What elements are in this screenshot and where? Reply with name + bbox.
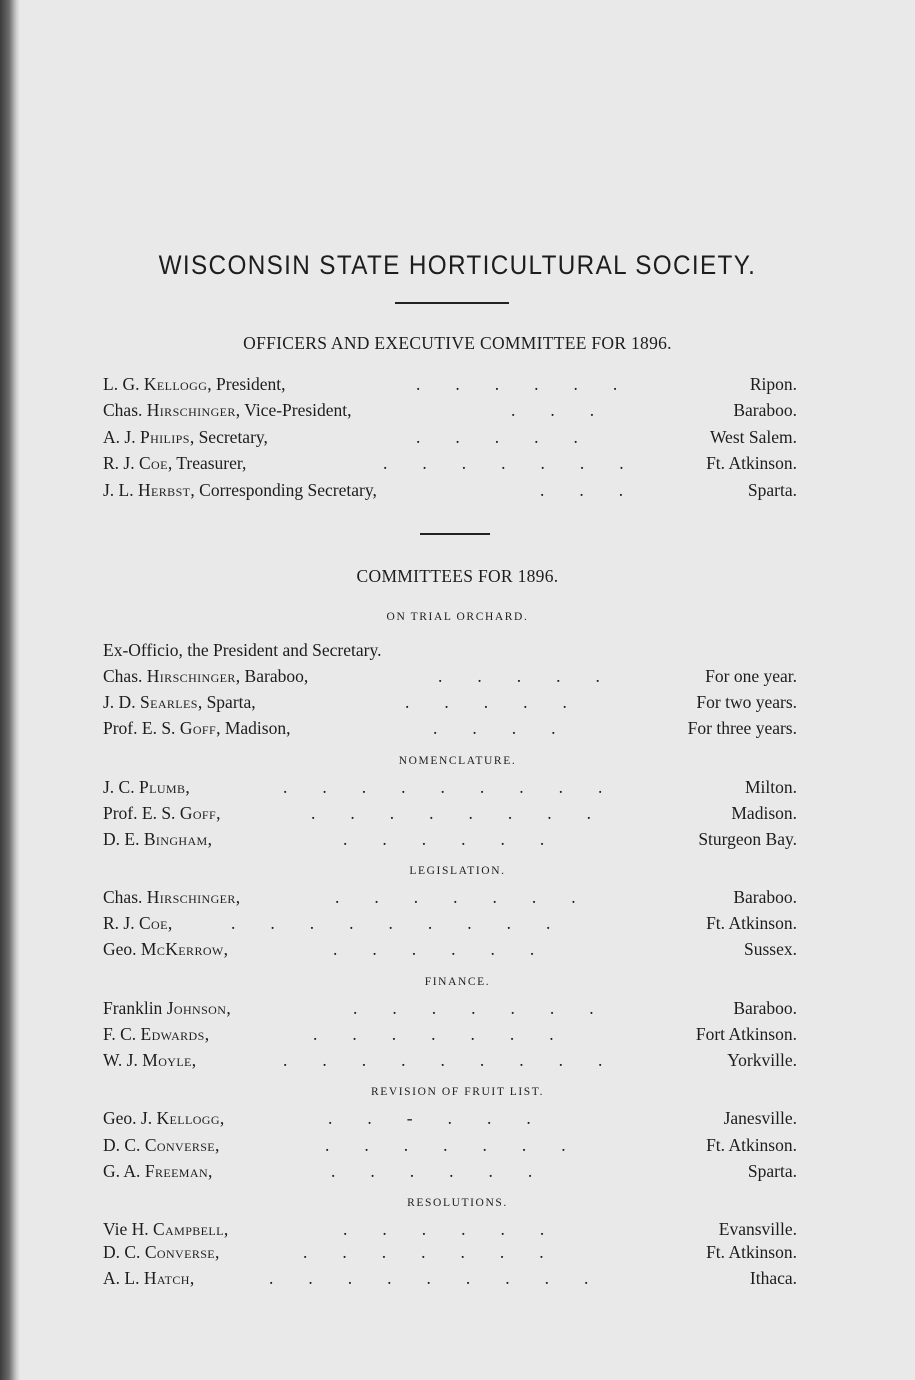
- member-name: [103, 911, 172, 935]
- role: , Secretary,: [189, 427, 268, 447]
- leader-dots: . . . . . . . . .: [283, 1050, 603, 1070]
- nomenclature-heading: NOMENCLATURE.: [398, 755, 517, 767]
- place: West Salem.: [709, 427, 797, 447]
- role: , Treasurer,: [167, 453, 247, 473]
- place: Ripon.: [749, 374, 797, 394]
- member-name: [103, 996, 231, 1020]
- surname: Hatch: [143, 1268, 190, 1288]
- surname: Hirschinger: [146, 887, 236, 907]
- surname: Goff: [179, 803, 217, 823]
- leader-dots: . . .: [540, 480, 624, 500]
- place: Janesville.: [723, 1108, 797, 1128]
- place: Ithaca.: [749, 1268, 797, 1288]
- committee-row: [103, 827, 797, 851]
- revision-heading: REVISION OF FRUIT LIST.: [370, 1086, 545, 1098]
- leader-dots: . . . . .: [416, 427, 578, 447]
- place: Evansville.: [718, 1219, 797, 1239]
- surname: Bingham: [143, 829, 208, 849]
- surname: Edwards: [140, 1024, 205, 1044]
- initials: D. E.: [103, 829, 140, 849]
- role: ,: [207, 829, 213, 849]
- surname: Philips: [139, 427, 190, 447]
- leader-dots: . . . . .: [405, 692, 567, 712]
- role: , Corresponding Secretary,: [190, 480, 377, 500]
- initials: Franklin: [103, 998, 163, 1018]
- role: ,: [223, 939, 229, 959]
- term: For one year.: [705, 666, 797, 686]
- place: Baraboo.: [733, 998, 797, 1018]
- place: Yorkville.: [727, 1050, 797, 1070]
- committee-row: [103, 1217, 797, 1241]
- initials: L. G.: [103, 374, 140, 394]
- initials: J. D.: [103, 692, 136, 712]
- surname: McKerrow: [140, 939, 224, 959]
- surname: Herbst: [138, 480, 191, 500]
- leader-dots: . . . . . .: [343, 829, 545, 849]
- member-name: [103, 1217, 228, 1241]
- role: , Vice-President,: [235, 400, 352, 420]
- initials: A. J.: [103, 427, 136, 447]
- role: ,: [216, 803, 221, 823]
- surname: Johnson: [166, 998, 227, 1018]
- resolutions-heading: RESOLUTIONS.: [407, 1197, 508, 1209]
- term: For two years.: [696, 692, 797, 712]
- place: Ft. Atkinson.: [706, 1242, 797, 1262]
- initials: J. C.: [103, 777, 135, 797]
- initials: D. C.: [103, 1242, 141, 1262]
- officers-heading: OFFICERS AND EXECUTIVE COMMITTEE FOR 1896.: [243, 333, 672, 353]
- place: Ft. Atkinson.: [706, 1135, 797, 1155]
- role: ,: [215, 1242, 220, 1262]
- initials: Geo. J.: [103, 1108, 153, 1128]
- officer-row: [103, 425, 797, 449]
- initials: Vie H.: [103, 1219, 149, 1239]
- role: ,: [204, 1024, 210, 1044]
- initials: Chas.: [103, 666, 143, 686]
- role: ,: [189, 1268, 195, 1288]
- place: Sussex.: [744, 939, 797, 959]
- leader-dots: . . . . . . . . .: [269, 1268, 589, 1288]
- officer-name: [103, 398, 352, 422]
- place: Madison.: [731, 803, 797, 823]
- committee-row: [103, 911, 797, 935]
- committee-row: [103, 716, 797, 740]
- initials: R. J.: [103, 453, 135, 473]
- section-rule: [420, 533, 490, 535]
- place: Baraboo.: [733, 400, 797, 420]
- officer-row: [103, 451, 797, 475]
- officer-row: [103, 478, 797, 502]
- leader-dots: . . . . . . . . .: [231, 913, 551, 933]
- surname: Coe: [138, 453, 168, 473]
- committee-row: [103, 1133, 797, 1157]
- leader-dots: . . .: [511, 400, 595, 420]
- role: ,: [226, 998, 231, 1018]
- surname: Plumb: [138, 777, 186, 797]
- member-name: [103, 1048, 196, 1072]
- member-name: [103, 1133, 219, 1157]
- committee-row: [103, 1240, 797, 1264]
- role: , Sparta,: [197, 692, 256, 712]
- surname: Campbell: [152, 1219, 224, 1239]
- leader-dots: . . . . . . .: [303, 1242, 544, 1262]
- place: Sparta.: [747, 480, 797, 500]
- committee-row: [103, 1022, 797, 1046]
- place: Milton.: [744, 777, 797, 797]
- committee-row: [103, 937, 797, 961]
- surname: Searles: [139, 692, 198, 712]
- surname: Hirschinger: [146, 666, 236, 686]
- surname: Converse: [144, 1242, 216, 1262]
- member-name: [103, 664, 308, 688]
- member-name: [103, 1266, 194, 1290]
- officer-name: [103, 451, 246, 475]
- surname: Kellogg: [143, 374, 208, 394]
- committee-row: [103, 1048, 797, 1072]
- role: ,: [167, 913, 173, 933]
- committee-row: [103, 996, 797, 1020]
- member-name: [103, 775, 190, 799]
- member-name: [103, 885, 240, 909]
- leader-dots: . . . . . .: [416, 374, 618, 394]
- page-title: WISCONSIN STATE HORTICULTURAL SOCIETY.: [158, 250, 757, 280]
- member-name: [103, 937, 228, 961]
- member-name: [103, 716, 290, 740]
- member-name: [103, 1240, 219, 1264]
- trial-orchard-heading: ON TRIAL ORCHARD.: [386, 611, 529, 623]
- surname: Hirschinger: [146, 400, 236, 420]
- leader-dots: . . . . . . .: [383, 453, 624, 473]
- finance-heading: FINANCE.: [424, 976, 491, 988]
- leader-dots: . . . . . .: [331, 1161, 533, 1181]
- role: ,: [208, 1161, 213, 1181]
- committee-row: [103, 885, 797, 909]
- place: Sturgeon Bay.: [698, 829, 797, 849]
- member-name: [103, 690, 256, 714]
- initials: R. J.: [103, 913, 135, 933]
- committee-row: [103, 1266, 797, 1290]
- surname: Moyle: [142, 1050, 192, 1070]
- leader-dots: . . . .: [433, 718, 556, 738]
- surname: Converse: [144, 1135, 216, 1155]
- leader-dots: . . . . . . . .: [311, 803, 591, 823]
- role: ,: [185, 777, 190, 797]
- place: Ft. Atkinson.: [706, 913, 797, 933]
- role: ,: [191, 1050, 197, 1070]
- place: Sparta.: [747, 1161, 797, 1181]
- member-name: [103, 827, 212, 851]
- legislation-heading: LEGISLATION.: [409, 865, 506, 877]
- initials: D. C.: [103, 1135, 141, 1155]
- surname: Freeman: [144, 1161, 209, 1181]
- leader-dots: . . . . . . .: [325, 1135, 566, 1155]
- initials: A. L.: [103, 1268, 140, 1288]
- initials: Prof. E. S.: [103, 803, 176, 823]
- member-name: [103, 801, 220, 825]
- ex-officio-note: Ex-Officio, the President and Secretary.: [103, 640, 382, 660]
- officer-name: [103, 478, 377, 502]
- officer-name: [103, 425, 268, 449]
- leader-dots: . . . . . . .: [335, 887, 576, 907]
- initials: J. L.: [103, 480, 134, 500]
- leader-dots: . . . . . . .: [353, 998, 594, 1018]
- committee-row: [103, 664, 797, 688]
- initials: Chas.: [103, 887, 143, 907]
- role: ,: [223, 1219, 229, 1239]
- surname: Kellogg: [156, 1108, 220, 1128]
- leader-dots: . . . . . . .: [313, 1024, 554, 1044]
- leader-dots: . . . . . . . . .: [283, 777, 603, 797]
- initials: Geo.: [103, 939, 137, 959]
- committee-row: [103, 1106, 797, 1130]
- committee-row: [103, 1159, 797, 1183]
- officer-row: [103, 398, 797, 422]
- committee-row: [103, 801, 797, 825]
- leader-dots: . . . . . .: [343, 1219, 545, 1239]
- initials: W. J.: [103, 1050, 138, 1070]
- officer-row: [103, 372, 797, 396]
- member-name: [103, 1022, 209, 1046]
- officer-name: [103, 372, 286, 396]
- role: ,: [219, 1108, 225, 1128]
- place: Ft. Atkinson.: [706, 453, 797, 473]
- role: ,: [235, 887, 241, 907]
- place: Baraboo.: [733, 887, 797, 907]
- initials: F. C.: [103, 1024, 137, 1044]
- committee-row: [103, 690, 797, 714]
- title-rule: [395, 302, 509, 304]
- role: , President,: [207, 374, 286, 394]
- committees-heading: COMMITTEES FOR 1896.: [356, 566, 559, 586]
- term: For three years.: [687, 718, 797, 738]
- role: , Madison,: [216, 718, 291, 738]
- initials: G. A.: [103, 1161, 141, 1181]
- member-name: [103, 1159, 212, 1183]
- committee-row: [103, 775, 797, 799]
- member-name: [103, 1106, 224, 1130]
- initials: Prof. E. S.: [103, 718, 176, 738]
- leader-dots: . . - . . .: [328, 1108, 531, 1128]
- initials: Chas.: [103, 400, 143, 420]
- surname: Goff: [179, 718, 217, 738]
- leader-dots: . . . . . .: [333, 939, 535, 959]
- role: ,: [215, 1135, 220, 1155]
- leader-dots: . . . . .: [438, 666, 600, 686]
- surname: Coe: [138, 913, 168, 933]
- role: , Baraboo,: [235, 666, 309, 686]
- place: Fort Atkinson.: [695, 1024, 797, 1044]
